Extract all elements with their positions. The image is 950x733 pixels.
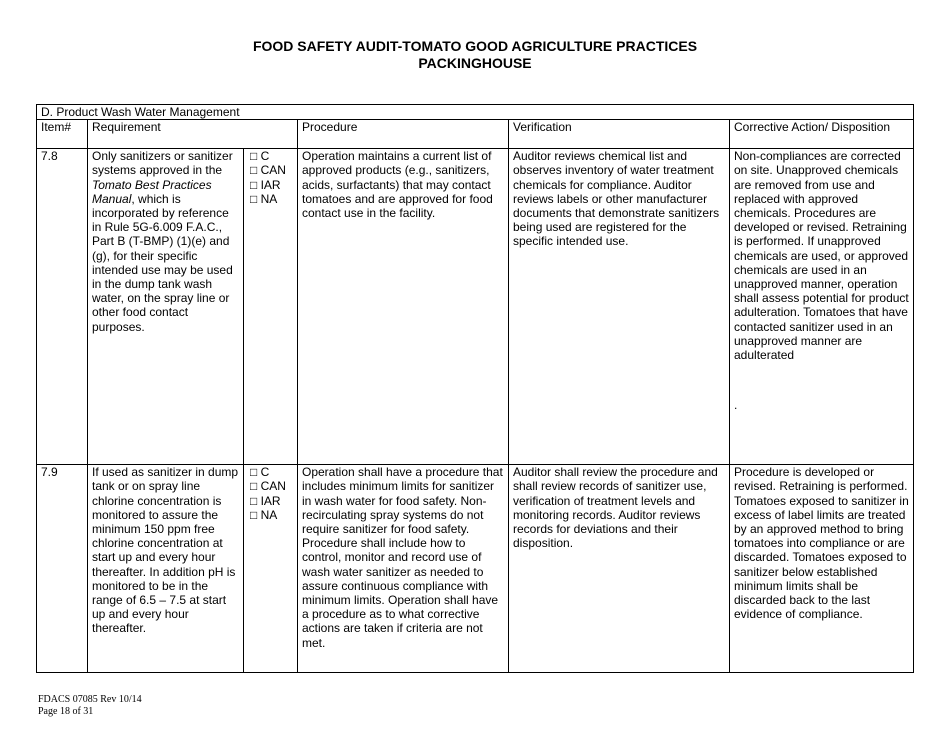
- procedure-cell: Operation shall have a procedure that includes minimum limits for sanitizer in wash water for food safety. Non-recirculating spray systems do not require sanitizer for food safety. Procedure shall include how to control, monitor and record use of wash water sanitizer as needed to assure continuous compliance with minimum limits. Operation shall have a procedure as to what corrective actions are taken if criteria are not met.: [298, 465, 509, 673]
- page-footer: [38, 694, 142, 718]
- corrective-action-text: Non-compliances are corrected on site. Unapproved chemicals are removed from use and replaced with approved chemicals. Procedures are developed or revised. Retraining is performed. If unapproved chemicals are used, or approved chemicals are used in an unapproved manner, operation shall assess potential for product adulteration. Tomatoes that have contacted sanitizer used in an unapproved manner are adulterated: [734, 149, 909, 363]
- corrective-action-cell: Procedure is developed or revised. Retraining is performed. Tomatoes exposed to sanitizer in excess of label limits are treated by an approved method to bring tomatoes into compliance or are discarded. Tomatoes exposed to sanitizer below established minimum limits shall be discarded back to the last evidence of compliance.: [730, 465, 914, 673]
- header-verification: Verification: [509, 120, 730, 149]
- checkbox-can[interactable]: □ CAN: [250, 163, 286, 178]
- section-title: D. Product Wash Water Management: [37, 105, 914, 120]
- title-line-2: PACKINGHOUSE: [418, 55, 532, 71]
- corrective-action-trailing-mark: .: [734, 398, 738, 413]
- requirement-manual-title: Tomato Best Practices Manual: [92, 177, 212, 206]
- requirement-text: Only sanitizers or sanitizer systems approved in the: [92, 149, 233, 178]
- corrective-action-cell: [730, 149, 914, 465]
- header-item: Item#: [37, 120, 88, 149]
- page-number: Page 18 of 31: [38, 706, 94, 717]
- verification-cell: Auditor reviews chemical list and observes inventory of water treatment chemicals for compliance. Auditor reviews labels or other manufacturer documents that demonstrate sanitizers being used are registered for the specific intended use.: [509, 149, 730, 465]
- column-header-row: [37, 120, 914, 149]
- requirement-cell: [88, 149, 244, 465]
- title-line-1: FOOD SAFETY AUDIT-TOMATO GOOD AGRICULTURE PRACTICES: [252, 38, 698, 54]
- checkbox-can[interactable]: □ CAN: [250, 479, 286, 494]
- compliance-checkboxes: [244, 465, 298, 673]
- verification-cell: Auditor shall review the procedure and shall review records of sanitizer use, verification of treatment levels and monitoring records. Auditor reviews records for deviations and their disposition.: [509, 465, 730, 673]
- header-corrective-action: Corrective Action/ Disposition: [730, 120, 914, 149]
- item-number: 7.8: [37, 149, 88, 465]
- checkbox-iar[interactable]: □ IAR: [250, 493, 281, 508]
- checkbox-na[interactable]: □ NA: [250, 191, 278, 206]
- item-number: 7.9: [37, 465, 88, 673]
- form-number: FDACS 07085 Rev 10/14: [38, 694, 142, 705]
- section-header-row: [37, 105, 914, 120]
- audit-table: [36, 104, 914, 673]
- header-requirement: Requirement: [88, 120, 298, 149]
- checkbox-na[interactable]: □ NA: [250, 507, 278, 522]
- header-procedure: Procedure: [298, 120, 509, 149]
- table-row: [37, 465, 914, 673]
- compliance-checkboxes: [244, 149, 298, 465]
- procedure-cell: Operation maintains a current list of approved products (e.g., sanitizers, acids, surfactants) that may contact tomatoes and are approved for food contact use in the facility.: [298, 149, 509, 465]
- checkbox-c[interactable]: □ C: [250, 465, 270, 480]
- table-row: [37, 149, 914, 465]
- requirement-text-continued: , which is incorporated by reference in Rule 5G-6.009 F.A.C., Part B (T-BMP) (1)(e) and (g), for their specific intended use may be used in the dump tank wash water, on the spray line or other food contact purposes.: [92, 191, 233, 334]
- checkbox-iar[interactable]: □ IAR: [250, 177, 281, 192]
- checkbox-c[interactable]: □ C: [250, 149, 270, 164]
- requirement-cell: If used as sanitizer in dump tank or on spray line chlorine concentration is monitored to assure the minimum 150 ppm free chlorine concentration at start up and every hour thereafter. In addition pH is monitored to be in the range of 6.5 – 7.5 at start up and every hour thereafter.: [88, 465, 244, 673]
- document-title: [0, 38, 950, 72]
